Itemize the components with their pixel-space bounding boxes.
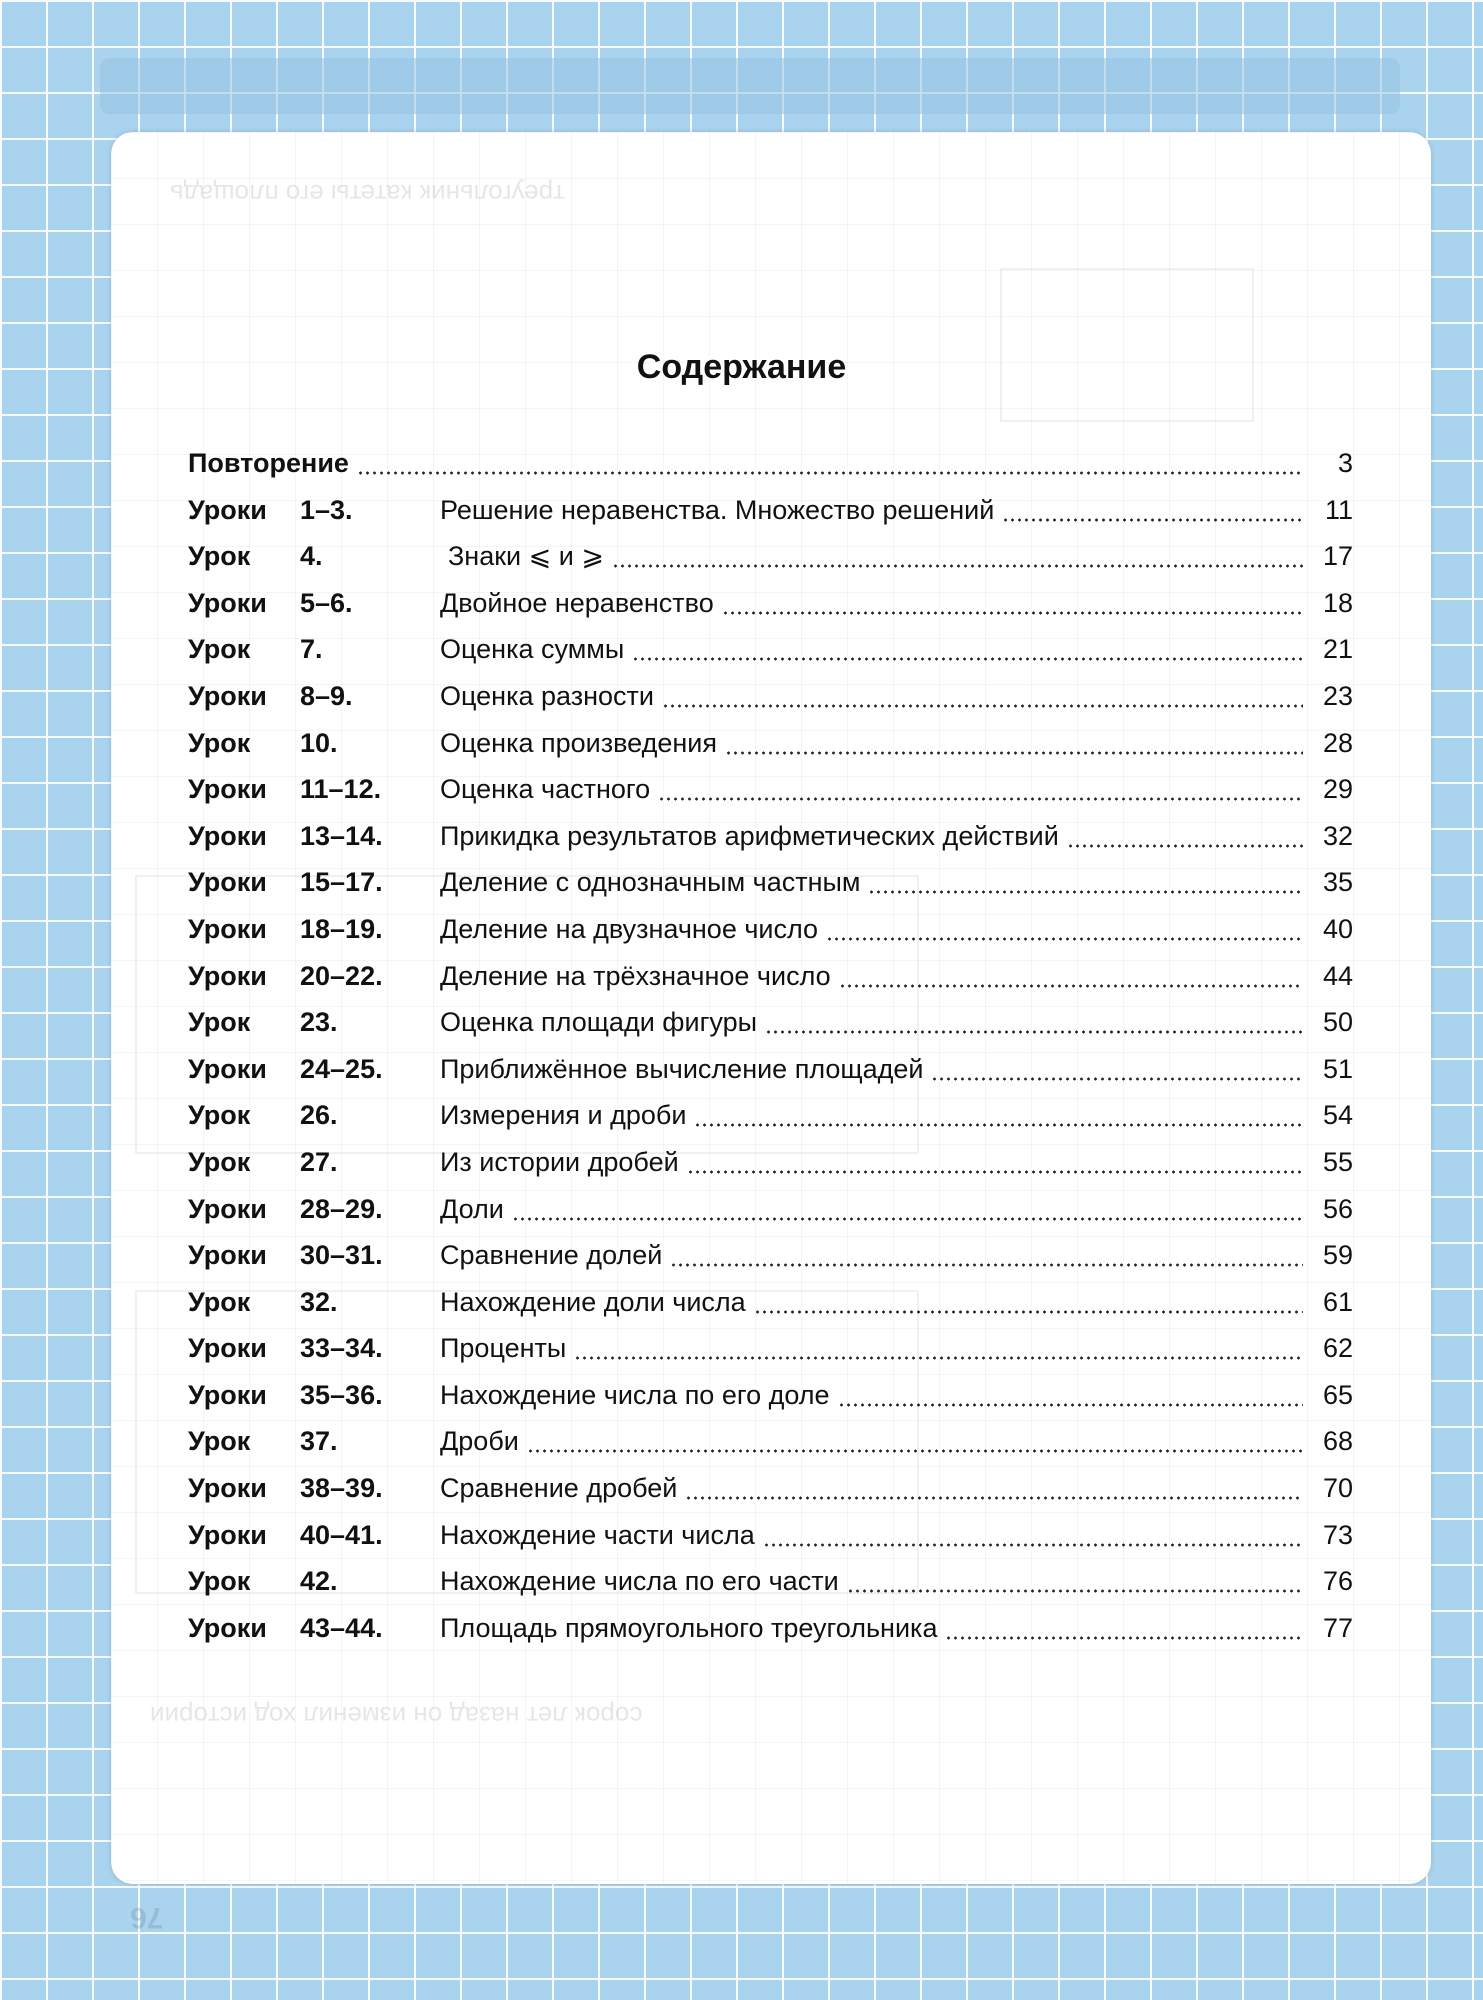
dot-leader xyxy=(685,1465,1303,1512)
entry-title: Деление на двузначное число xyxy=(440,913,819,944)
entry-title: Измерения и дроби xyxy=(440,1100,687,1131)
dot-leader xyxy=(1067,813,1303,860)
dot-leader xyxy=(658,766,1303,813)
toc-entry[interactable] xyxy=(188,1558,1353,1605)
lesson-number: 13–14. xyxy=(300,820,383,851)
page-number: 17 xyxy=(1322,541,1353,572)
lesson-kind: Уроки xyxy=(188,774,267,805)
entry-title: Из истории дробей xyxy=(440,1146,679,1177)
page-number: 35 xyxy=(1322,867,1353,898)
entry-title: Сравнение долей xyxy=(440,1240,663,1271)
page-number: 40 xyxy=(1322,913,1353,944)
lesson-kind: Урок xyxy=(188,727,251,758)
dot-leader xyxy=(847,1558,1303,1605)
lesson-number: 23. xyxy=(300,1007,338,1038)
bleed-through-text: треугольник катеты его площадь xyxy=(170,179,566,209)
lesson-kind: Урок xyxy=(188,1566,251,1597)
toc-entry[interactable] xyxy=(188,859,1353,906)
entry-title: Сравнение дробей xyxy=(440,1473,678,1504)
entry-title: Оценка площади фигуры xyxy=(440,1007,758,1038)
toc-entry[interactable] xyxy=(188,533,1353,580)
page-number: 77 xyxy=(1322,1612,1353,1643)
entry-title: Нахождение части числа xyxy=(440,1519,755,1550)
page-number: 70 xyxy=(1322,1473,1353,1504)
lesson-number: 38–39. xyxy=(300,1473,383,1504)
toc-entry[interactable] xyxy=(188,1605,1353,1652)
dot-leader xyxy=(838,1372,1303,1419)
page-number: 23 xyxy=(1322,680,1353,711)
page-number: 3 xyxy=(1337,448,1353,478)
toc-entry[interactable] xyxy=(188,1325,1353,1372)
page-number: 32 xyxy=(1322,820,1353,851)
lesson-kind: Уроки xyxy=(188,587,267,618)
entry-title: Площадь прямоугольного треугольника xyxy=(440,1612,938,1643)
dot-leader xyxy=(612,533,1303,580)
entry-title: Оценка суммы xyxy=(440,634,625,665)
lesson-number: 11–12. xyxy=(300,774,382,805)
entry-title: Оценка произведения xyxy=(440,727,717,758)
entry-title: Деление с однозначным частным xyxy=(440,867,861,898)
dot-leader xyxy=(754,1279,1303,1326)
dot-leader xyxy=(722,580,1303,627)
toc-entry[interactable] xyxy=(188,813,1353,860)
lesson-kind: Урок xyxy=(188,1286,251,1317)
toc-entry[interactable] xyxy=(188,1372,1353,1419)
page-number: 59 xyxy=(1322,1240,1353,1271)
page-number: 61 xyxy=(1322,1286,1353,1317)
entry-title: Оценка частного xyxy=(440,774,651,805)
toc-entry[interactable] xyxy=(188,953,1353,1000)
entry-title: Решение неравенства. Множество решений xyxy=(440,494,995,525)
entry-title: Дроби xyxy=(440,1426,519,1457)
toc-entry[interactable] xyxy=(188,720,1353,767)
lesson-kind: Урок xyxy=(188,634,251,665)
entry-title: Оценка разности xyxy=(440,680,654,711)
page-number: 65 xyxy=(1322,1379,1353,1410)
lesson-kind: Урок xyxy=(188,541,251,572)
lesson-number: 33–34. xyxy=(300,1333,383,1364)
page-number: 11 xyxy=(1324,494,1353,525)
lesson-kind: Урок xyxy=(188,1100,251,1131)
entry-title: Прикидка результатов арифметических действий xyxy=(440,820,1059,851)
page-number: 76 xyxy=(1322,1566,1353,1597)
toc-entry[interactable] xyxy=(188,1465,1353,1512)
lesson-kind: Уроки xyxy=(188,1379,267,1410)
toc-entry[interactable] xyxy=(188,487,1353,534)
dot-leader xyxy=(357,440,1303,487)
entry-title: Приближённое вычисление площадей xyxy=(440,1053,924,1084)
dot-leader xyxy=(694,1092,1303,1139)
page-number: 18 xyxy=(1322,587,1353,618)
lesson-kind: Уроки xyxy=(188,960,267,991)
lesson-kind: Уроки xyxy=(188,680,267,711)
lesson-number: 7. xyxy=(300,634,323,665)
toc-entry[interactable] xyxy=(188,1092,1353,1139)
dot-leader xyxy=(662,673,1303,720)
page-number: 44 xyxy=(1322,960,1353,991)
lesson-kind: Уроки xyxy=(188,913,267,944)
page-number: 73 xyxy=(1322,1519,1353,1550)
lesson-number: 24–25. xyxy=(300,1053,383,1084)
toc-entry[interactable] xyxy=(188,999,1353,1046)
entry-title: Знаки ⩽ и ⩾ xyxy=(448,541,604,572)
toc-entry[interactable] xyxy=(188,1139,1353,1186)
toc-entry[interactable] xyxy=(188,580,1353,627)
lesson-number: 18–19. xyxy=(300,913,383,944)
dot-leader xyxy=(687,1139,1303,1186)
entry-title: Деление на трёхзначное число xyxy=(440,960,831,991)
bleed-through-page-number: 76 xyxy=(130,1901,164,1934)
dot-leader xyxy=(527,1418,1303,1465)
dot-leader xyxy=(725,720,1303,767)
lesson-kind: Уроки xyxy=(188,1333,267,1364)
toc-entry[interactable] xyxy=(188,1046,1353,1093)
dot-leader xyxy=(512,1186,1303,1233)
dot-leader xyxy=(868,859,1303,906)
lesson-kind: Уроки xyxy=(188,867,267,898)
lesson-number: 10. xyxy=(300,727,338,758)
dot-leader xyxy=(574,1325,1303,1372)
lesson-kind: Урок xyxy=(188,1146,251,1177)
dot-leader xyxy=(826,906,1303,953)
lesson-kind: Уроки xyxy=(188,1612,267,1643)
lesson-kind: Уроки xyxy=(188,1240,267,1271)
lesson-number: 26. xyxy=(300,1100,338,1131)
lesson-number: 37. xyxy=(300,1426,338,1457)
toc-entry[interactable] xyxy=(188,1512,1353,1559)
bleed-through-triangle-figure xyxy=(1000,268,1254,422)
entry-title: Повторение xyxy=(188,448,349,478)
page-number: 55 xyxy=(1322,1146,1353,1177)
lesson-number: 42. xyxy=(300,1566,338,1597)
lesson-number: 40–41. xyxy=(300,1519,383,1550)
dot-leader xyxy=(632,626,1303,673)
dot-leader xyxy=(931,1046,1303,1093)
dot-leader xyxy=(763,1512,1303,1559)
entry-title: Проценты xyxy=(440,1333,567,1364)
page-number: 28 xyxy=(1322,727,1353,758)
lesson-kind: Уроки xyxy=(188,1193,267,1224)
dot-leader xyxy=(945,1605,1303,1652)
dot-leader xyxy=(1002,487,1303,534)
toc-entry[interactable] xyxy=(188,1186,1353,1233)
dot-leader xyxy=(670,1232,1303,1279)
lesson-number: 32. xyxy=(300,1286,338,1317)
lesson-kind: Уроки xyxy=(188,1053,267,1084)
toc-entry[interactable] xyxy=(188,906,1353,953)
lesson-number: 27. xyxy=(300,1146,338,1177)
bleed-through-text: сорок лет назад он изменил ход истории xyxy=(150,1701,643,1731)
page-title: Содержание xyxy=(636,348,847,386)
lesson-number: 15–17. xyxy=(300,867,383,898)
toc-entry[interactable] xyxy=(188,1418,1353,1465)
lesson-kind: Уроки xyxy=(188,1473,267,1504)
dot-leader xyxy=(839,953,1303,1000)
page-header-strip xyxy=(100,58,1400,114)
lesson-number: 1–3. xyxy=(300,494,353,525)
lesson-number: 30–31. xyxy=(300,1240,383,1271)
lesson-kind: Уроки xyxy=(188,820,267,851)
entry-title: Нахождение доли числа xyxy=(440,1286,746,1317)
entry-title: Доли xyxy=(440,1193,504,1224)
dot-leader xyxy=(765,999,1303,1046)
toc-entry[interactable] xyxy=(188,440,1353,487)
lesson-number: 20–22. xyxy=(300,960,383,991)
lesson-number: 43–44. xyxy=(300,1612,383,1643)
entry-title: Нахождение числа по его части xyxy=(440,1566,839,1597)
lesson-kind: Урок xyxy=(188,1426,251,1457)
toc-entry[interactable] xyxy=(188,1232,1353,1279)
lesson-number: 35–36. xyxy=(300,1379,383,1410)
page-number: 54 xyxy=(1322,1100,1353,1131)
lesson-kind: Уроки xyxy=(188,1519,267,1550)
lesson-number: 28–29. xyxy=(300,1193,383,1224)
page-number: 68 xyxy=(1322,1426,1353,1457)
page-number: 21 xyxy=(1322,634,1353,665)
lesson-kind: Уроки xyxy=(188,494,267,525)
lesson-number: 5–6. xyxy=(300,587,353,618)
page-number: 62 xyxy=(1322,1333,1353,1364)
lesson-number: 8–9. xyxy=(300,680,353,711)
toc-entry[interactable] xyxy=(188,1279,1353,1326)
page-number: 29 xyxy=(1322,774,1353,805)
toc-entry[interactable] xyxy=(188,766,1353,813)
page-number: 56 xyxy=(1322,1193,1353,1224)
entry-title: Двойное неравенство xyxy=(440,587,714,618)
entry-title: Нахождение числа по его доле xyxy=(440,1379,830,1410)
toc-entry[interactable] xyxy=(188,626,1353,673)
page-number: 51 xyxy=(1322,1053,1353,1084)
toc-entry[interactable] xyxy=(188,673,1353,720)
page-number: 50 xyxy=(1322,1007,1353,1038)
table-of-contents xyxy=(188,440,1353,1651)
lesson-kind: Урок xyxy=(188,1007,251,1038)
lesson-number: 4. xyxy=(300,541,323,572)
